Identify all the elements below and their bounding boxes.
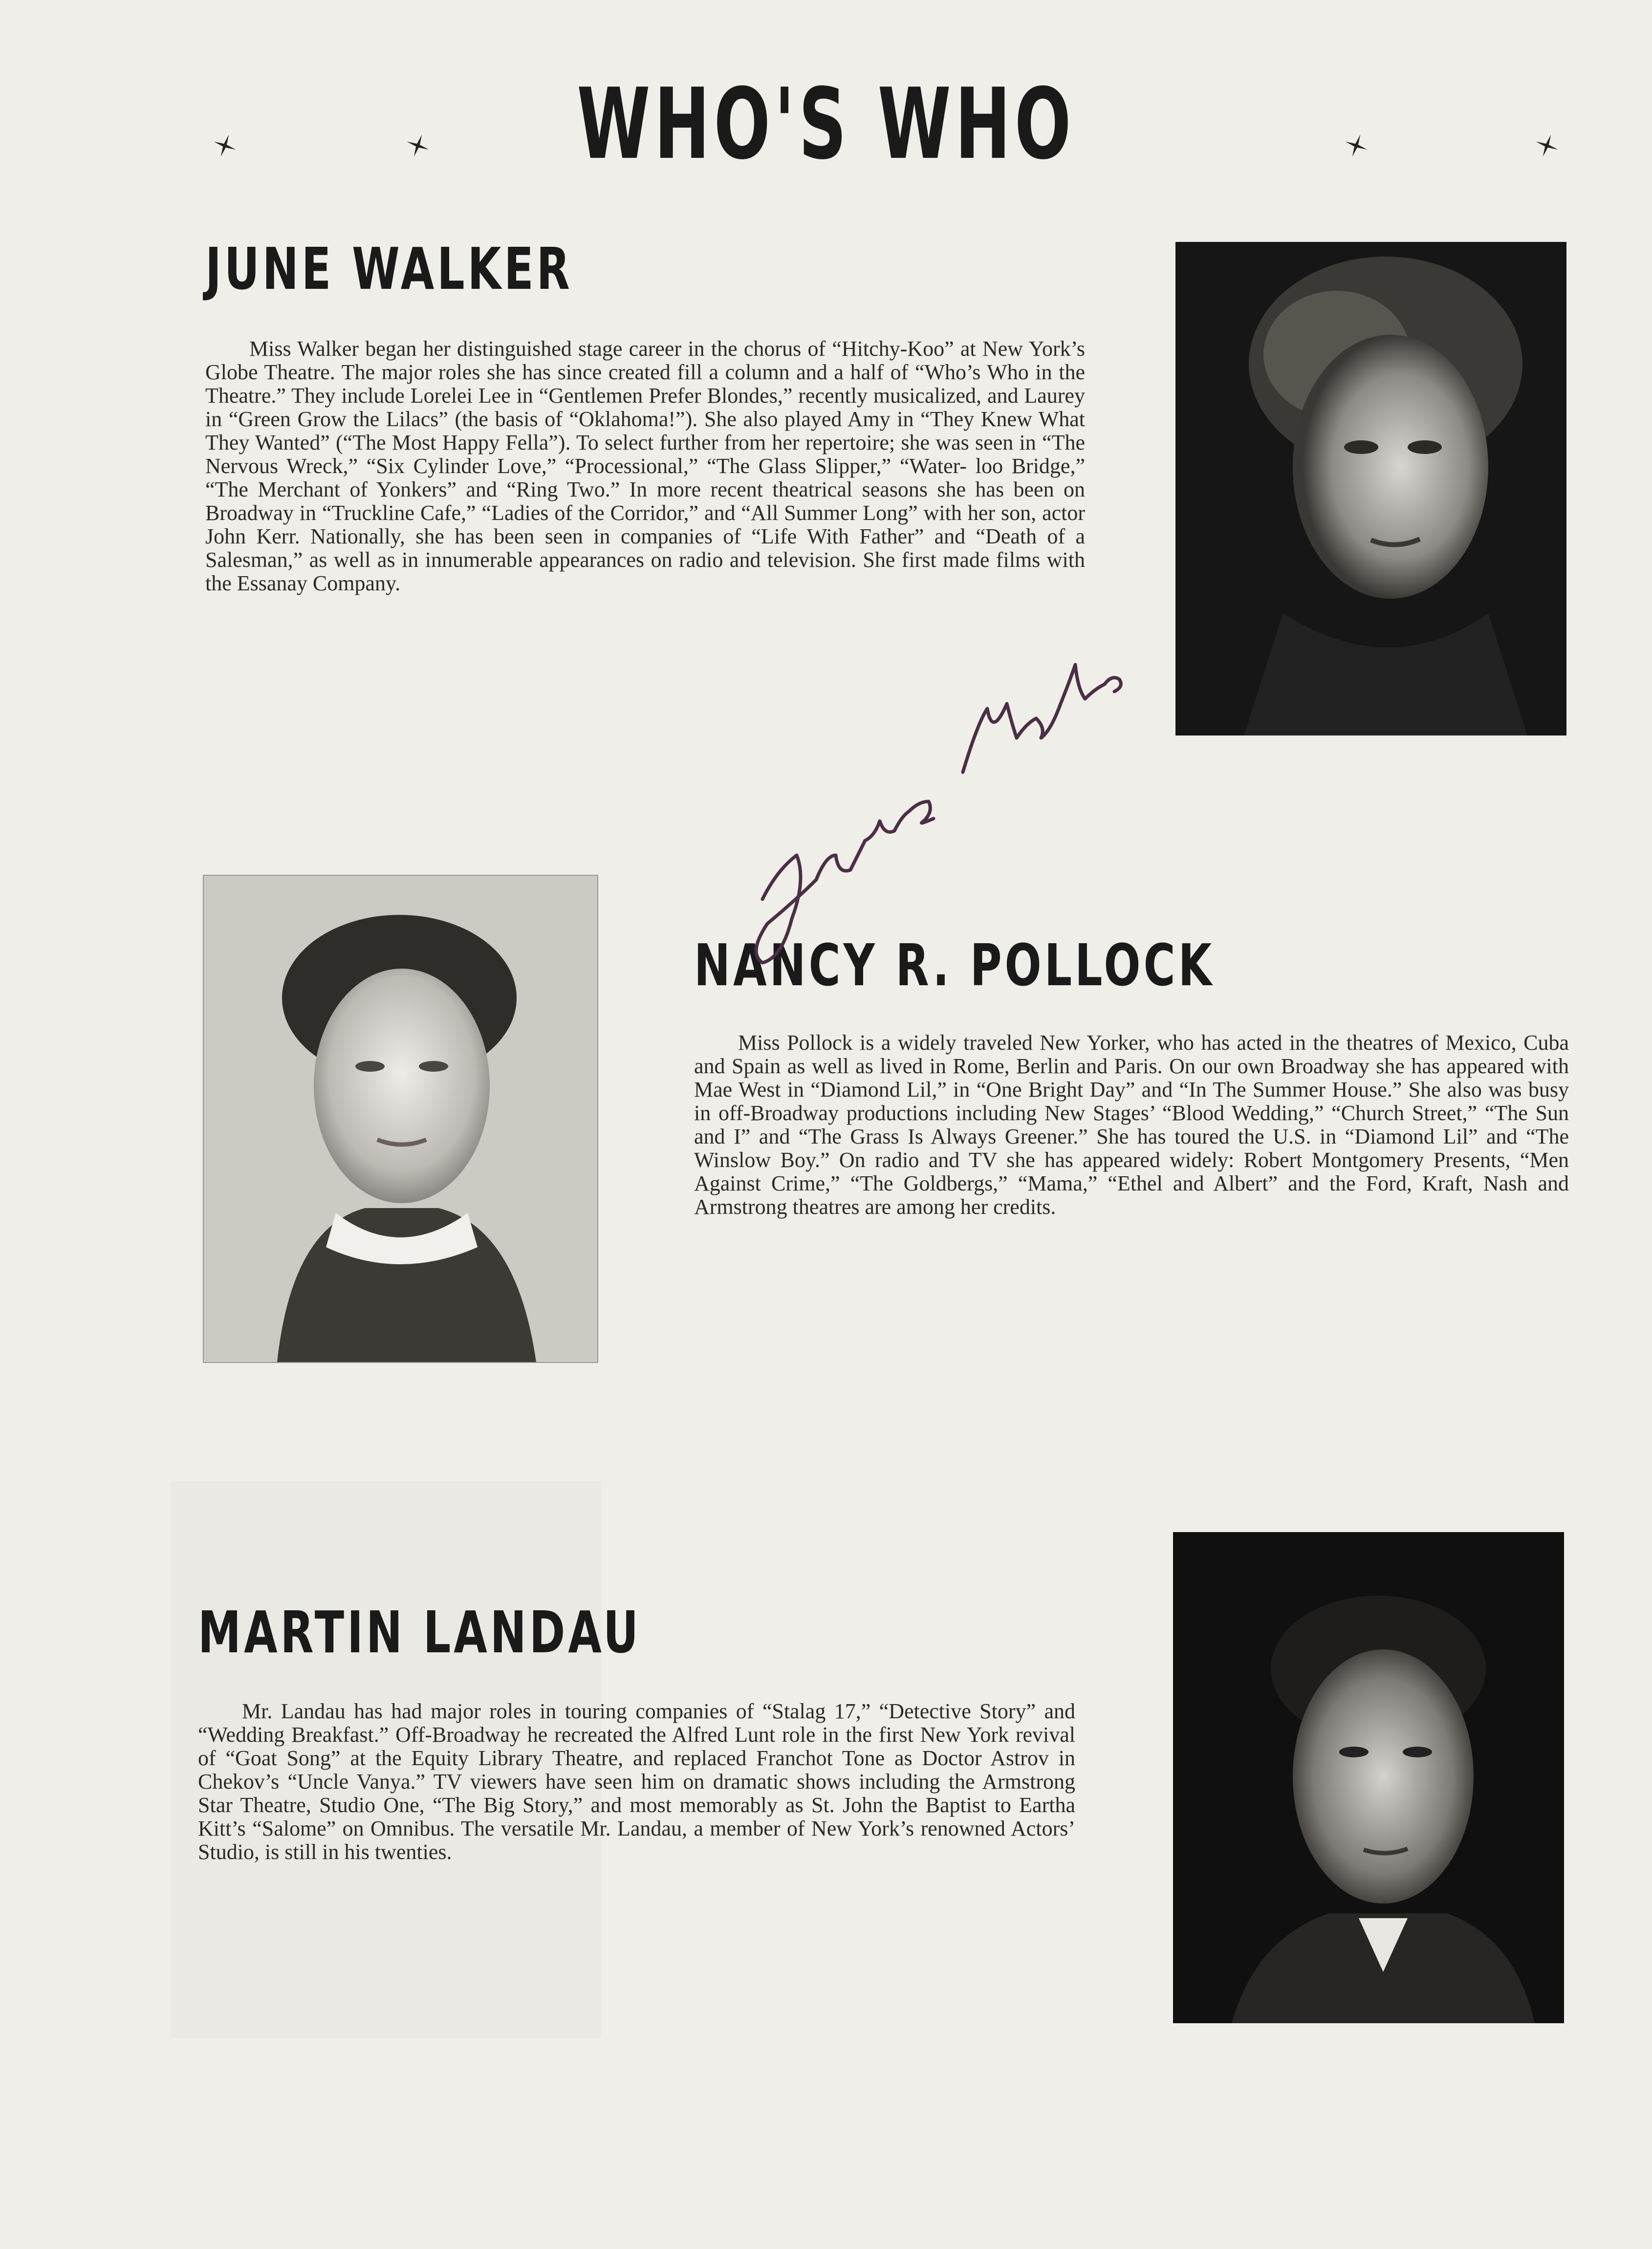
handwritten-signature xyxy=(733,626,1134,977)
name-martin-landau: MARTIN LANDAU xyxy=(198,1599,641,1666)
bio-martin-landau: Mr. Landau has had major roles in touring companies of “Stalag 17,” “Detective Story” and “Wedding Breakfast.” Off-Broadway he recreated the Alfred Lunt role in the first New York revival of “Goat Song” at the Equity Library Theatre, and replaced Franchot Tone as Doctor Astrov in Chekov’s “Uncle Vanya.” TV viewers have seen him on dramatic shows including the Armstrong Star Theatre, Studio One, “The Big Story,” and most memorably as St. John the Baptist to Eartha Kitt’s “Salome” on Omnibus. The versatile Mr. Landau, a member of New York’s renowned Actors’ Studio, is still in his twenties. xyxy=(198,1699,1075,1864)
photo-june-walker xyxy=(1175,242,1566,735)
bio-nancy-pollock: Miss Pollock is a widely traveled New Yorker, who has acted in the theatres of Mexico, Cuba and Spain as well as lived in Rome, Berlin and Paris. On our own Broadway she has appeared with Mae West in “Diamond Lil,” in “One Bright Day” and “In The Summer House.” She also was busy in off-Broadway productions including New Stages’ “Blood Wedding,” “Church Street,” “The Sun and I” and “The Grass Is Always Greener.” She has toured the U.S. in “Diamond Lil” and “The Winslow Boy.” On radio and TV she has appeared widely: Robert Montgomery Presents, “Men Against Crime,” “The Goldbergs,” “Mama,” “Ethel and Albert” and the Ford, Kraft, Nash and Armstrong theatres are among her credits. xyxy=(694,1031,1569,1219)
star-icon xyxy=(403,131,433,160)
photo-martin-landau xyxy=(1173,1532,1564,2023)
star-icon xyxy=(1342,131,1371,160)
star-icon xyxy=(1532,131,1562,160)
star-icon xyxy=(210,131,239,160)
photo-nancy-pollock xyxy=(203,875,598,1363)
name-june-walker: JUNE WALKER xyxy=(205,235,573,303)
bio-june-walker: Miss Walker began her distinguished stage career in the chorus of “Hitchy-Koo” at New York’s Globe Theatre. The major roles she has since created fill a column and a half of “Who’s Who in the Theatre.” They include Lorelei Lee in “Gentlemen Prefer Blondes,” recently musicalized, and Laurey in “Green Grow the Lilacs” (the basis of “Oklahoma!”). She also played Amy in “They Knew What They Wanted” (“The Most Happy Fella”). To select further from her repertoire; she was seen in “The Nervous Wreck,” “Six Cylinder Love,” “Processional,” “The Glass Slipper,” “Water- loo Bridge,” “The Merchant of Yonkers” and “Ring Two.” In more recent theatrical seasons she has been on Broadway in “Truckline Cafe,” “Ladies of the Corridor,” and “All Summer Long” with her son, actor John Kerr. Nationally, she has been seen in companies of “Life With Father” and “Death of a Salesman,” as well as in innumerable appearances on radio and television. She first made films with the Essanay Company. xyxy=(205,337,1085,595)
page-title: WHO'S WHO xyxy=(577,67,1075,181)
name-nancy-pollock: NANCY R. POLLOCK xyxy=(694,931,1215,999)
